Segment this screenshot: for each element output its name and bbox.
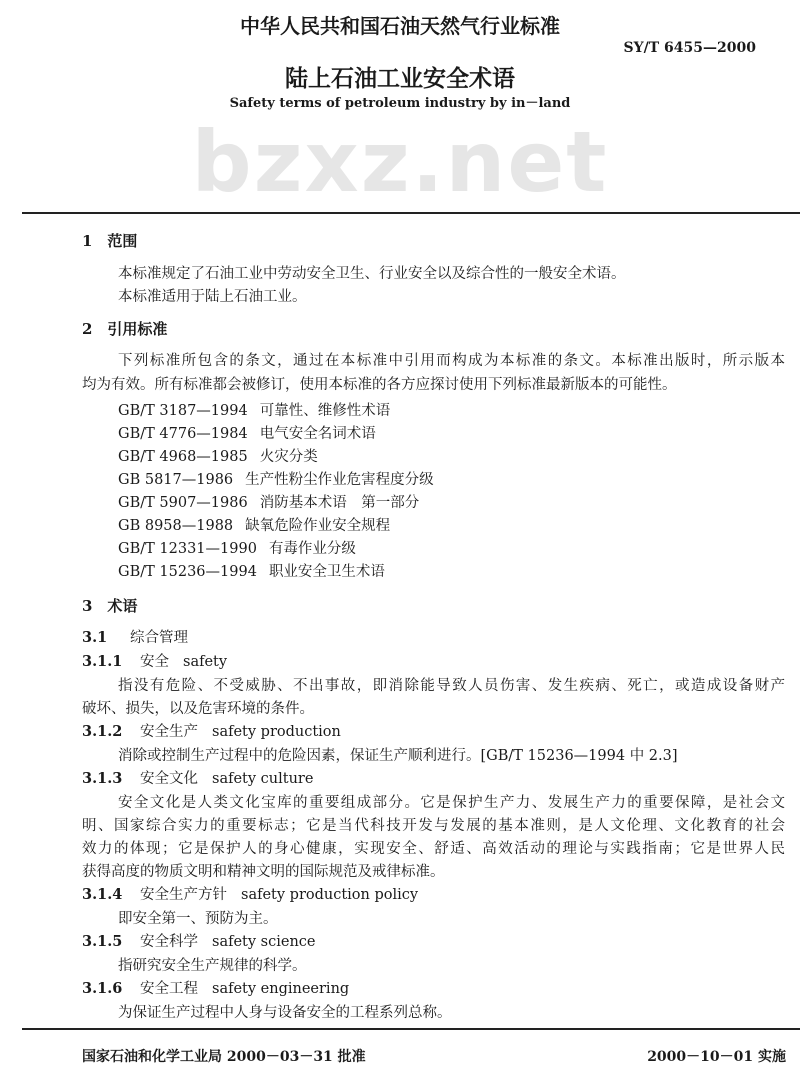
term-zh: 安全科学 [140, 934, 198, 950]
reference-item [118, 445, 318, 466]
reference-code: GB 8958—1988 [118, 518, 234, 534]
document-title-en: Safety terms of petroleum industry by in－land [229, 96, 571, 111]
term-heading [82, 930, 315, 951]
footer-rule [22, 1028, 800, 1030]
reference-item [118, 537, 356, 558]
term-number: 3.1.6 [82, 980, 123, 997]
definition-line: 效力的体现；它是保护人的身心健康，实现安全、舒适、高效活动的理论与实践指南；它是世界人民 [82, 841, 785, 857]
term-zh: 安全生产方针 [140, 887, 227, 903]
term-number: 3.1.5 [82, 933, 123, 950]
paragraph-line: 本标准规定了石油工业中劳动安全卫生、行业安全以及综合性的一般安全术语。 [118, 266, 626, 282]
term-number: 3.1.4 [82, 886, 123, 903]
section-heading: 2 引用标准 [82, 320, 168, 338]
term-heading [82, 977, 349, 998]
header-rule [22, 212, 800, 214]
definition-line: 获得高度的物质文明和精神文明的国际规范及戒律标准。 [82, 864, 445, 880]
term-heading [82, 883, 418, 904]
term-en: safety science [212, 934, 316, 950]
definition-line: 指没有危险、不受威胁、不出事故，即消除能导致人员伤害、发生疾病、死亡，或造成设备财产 [118, 678, 785, 694]
reference-code: GB/T 4776—1984 [118, 426, 248, 442]
paragraph-line: 均为有效。所有标准都会被修订，使用本标准的各方应探讨使用下列标准最新版本的可能性。 [82, 377, 677, 393]
reference-name: 电气安全名词术语 [259, 426, 376, 442]
section-heading: 1 范围 [82, 232, 138, 250]
issuing-body: 中华人民共和国石油天然气行业标准 [240, 14, 560, 38]
term-number: 3.1.2 [82, 723, 123, 740]
definition-line: 安全文化是人类文化宝库的重要组成部分。它是保护生产力、发展生产力的重要保障，是社会文 [118, 795, 785, 811]
section-heading: 3 术语 [82, 597, 138, 615]
definition-line: 指研究安全生产规律的科学。 [118, 958, 307, 974]
term-heading [82, 720, 341, 741]
subsection-number: 3.1 [82, 629, 108, 646]
paragraph-line: 下列标准所包含的条文，通过在本标准中引用而构成为本标准的条文。本标准出版时，所示版本 [118, 353, 785, 369]
term-en: safety [183, 654, 228, 670]
term-zh: 安全 [140, 654, 169, 670]
term-en: safety production policy [241, 887, 419, 903]
reference-item [118, 514, 390, 535]
reference-item [118, 422, 376, 443]
reference-item [118, 560, 385, 581]
term-zh: 安全生产 [140, 724, 198, 740]
term-en: safety production [212, 724, 341, 740]
reference-item [118, 399, 390, 420]
definition-line: 即安全第一、预防为主。 [118, 911, 278, 927]
reference-name: 火灾分类 [259, 449, 318, 465]
reference-code: GB/T 3187—1994 [118, 403, 248, 419]
reference-name: 缺氧危险作业安全规程 [245, 518, 391, 534]
reference-name: 生产性粉尘作业危害程度分级 [245, 472, 434, 488]
term-heading [82, 767, 313, 788]
reference-name: 可靠性、维修性术语 [259, 403, 391, 419]
reference-code: GB/T 4968—1985 [118, 449, 248, 465]
effective-date: 2000－10－01 实施 [647, 1049, 786, 1065]
document-title: 陆上石油工业安全术语 [285, 66, 515, 92]
definition-line: 明、国家综合实力的重要标志；它是当代科技开发与发展的基本准则，是人文伦理、文化教育的社会 [82, 818, 785, 834]
subsection-title: 综合管理 [130, 630, 188, 646]
term-number: 3.1.3 [82, 770, 123, 787]
reference-name: 职业安全卫生术语 [268, 564, 385, 580]
reference-item [118, 468, 434, 489]
reference-code: GB/T 15236—1994 [118, 564, 257, 580]
standard-code: SY/T 6455—2000 [623, 40, 756, 56]
paragraph-line: 本标准适用于陆上石油工业。 [118, 289, 307, 305]
reference-name: 消防基本术语 第一部分 [259, 495, 420, 511]
term-en: safety culture [212, 771, 314, 787]
reference-item [118, 491, 419, 512]
watermark: bzxz.net [191, 113, 609, 211]
term-zh: 安全文化 [140, 771, 198, 787]
approval-date: 国家石油和化学工业局 2000－03－31 批准 [82, 1049, 366, 1065]
term-zh: 安全工程 [140, 981, 198, 997]
definition-line: 破坏、损失，以及危害环境的条件。 [82, 701, 314, 717]
reference-code: GB 5817—1986 [118, 472, 234, 488]
term-en: safety engineering [212, 981, 350, 997]
reference-name: 有毒作业分级 [268, 541, 356, 557]
subsection-heading [82, 626, 188, 647]
term-heading [82, 650, 227, 671]
definition-line: 为保证生产过程中人身与设备安全的工程系列总称。 [118, 1005, 452, 1021]
reference-code: GB/T 12331—1990 [118, 541, 257, 557]
reference-code: GB/T 5907—1986 [118, 495, 248, 511]
term-number: 3.1.1 [82, 653, 123, 670]
definition-line: 消除或控制生产过程中的危险因素，保证生产顺利进行。[GB/T 15236—1994 中 2.3] [118, 748, 678, 764]
